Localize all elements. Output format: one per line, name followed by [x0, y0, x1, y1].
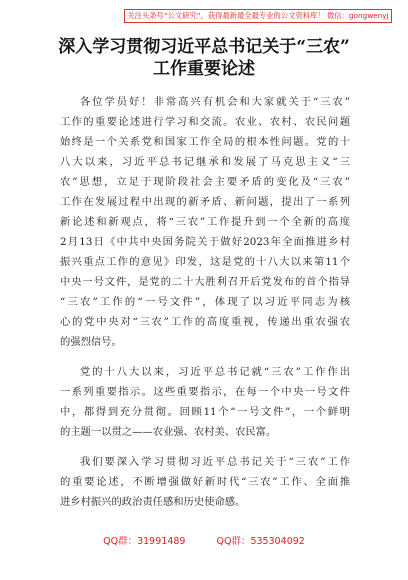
paragraph-line: 中央一号文件，是党的二十大胜利召开后党发布的首个指导 — [60, 276, 350, 288]
paragraph-line: “三农”工作的“一号文件”，体现了以习近平同志为核 — [60, 296, 350, 308]
paragraph — [60, 452, 350, 512]
footer-contacts — [0, 535, 408, 549]
paragraph-line: 一系列重要指示。这些重要指示，在每一个中央一号文件 — [60, 386, 350, 398]
paragraph — [60, 92, 350, 352]
paragraph-line: 党的十八大以来，习近平总书记就“三农”工作作出 — [80, 366, 350, 378]
document-title — [40, 36, 368, 80]
paragraph-line: 进乡村振兴的政治责任感和历史使命感。 — [60, 496, 246, 508]
paragraph-line: 各位学员好！非常高兴有机会和大家就关于“三农” — [80, 96, 350, 108]
qq-group-2: QQ群：535304092 — [216, 536, 305, 547]
qq-group-1: QQ群：31991489 — [103, 536, 186, 547]
paragraph-line: 振兴重点工作的意见》印发，这是党的十八大以来第11个 — [60, 256, 350, 268]
title-line-2: 工作重要论述 — [153, 59, 255, 79]
paragraph-line: 始终是一个关系党和国家工作全局的根本性问题。党的十 — [60, 136, 350, 148]
paragraph-line: 农”思想，立足于现阶段社会主要矛盾的变化及“三农” — [60, 176, 350, 188]
document-body — [60, 92, 350, 522]
paragraph-line: 2月13日《中共中央国务院关于做好2023年全面推进乡村 — [60, 236, 350, 248]
paragraph-line: 的主题一以贯之——农业强、农村美、农民富。 — [60, 426, 277, 438]
promo-banner: 关注头条号“公文研究”，获得最新最全最专业的公文资料库！ 微信：gongwenyj — [124, 9, 392, 23]
paragraph-line: 我们要深入学习贯彻习近平总书记关于“三农”工作 — [80, 456, 350, 468]
title-line-1: 深入学习贯彻习近平总书记关于“三农” — [58, 37, 350, 57]
paragraph-line: 心的党中央对“三农”工作的高度重视，传递出重农强农 — [60, 316, 350, 328]
paragraph-line: 的强烈信号。 — [60, 336, 122, 348]
paragraph-line: 八大以来，习近平总书记继承和发展了马克思主义“三 — [60, 156, 350, 168]
paragraph-line: 新论述和新观点，将“三农”工作提升到一个全新的高度 — [60, 216, 350, 228]
paragraph-line: 工作的重要论述进行学习和交流。农业、农村、农民问题 — [60, 116, 350, 128]
paragraph-line: 的重要论述，不断增强做好新时代“三农”工作、全面推 — [60, 476, 350, 488]
paragraph-line: 工作在发展过程中出现的新矛盾、新问题，提出了一系列 — [60, 196, 350, 208]
paragraph-line: 中，都得到充分贯彻。回顾11个“一号文件”，一个鲜明 — [60, 406, 350, 418]
paragraph — [60, 362, 350, 442]
